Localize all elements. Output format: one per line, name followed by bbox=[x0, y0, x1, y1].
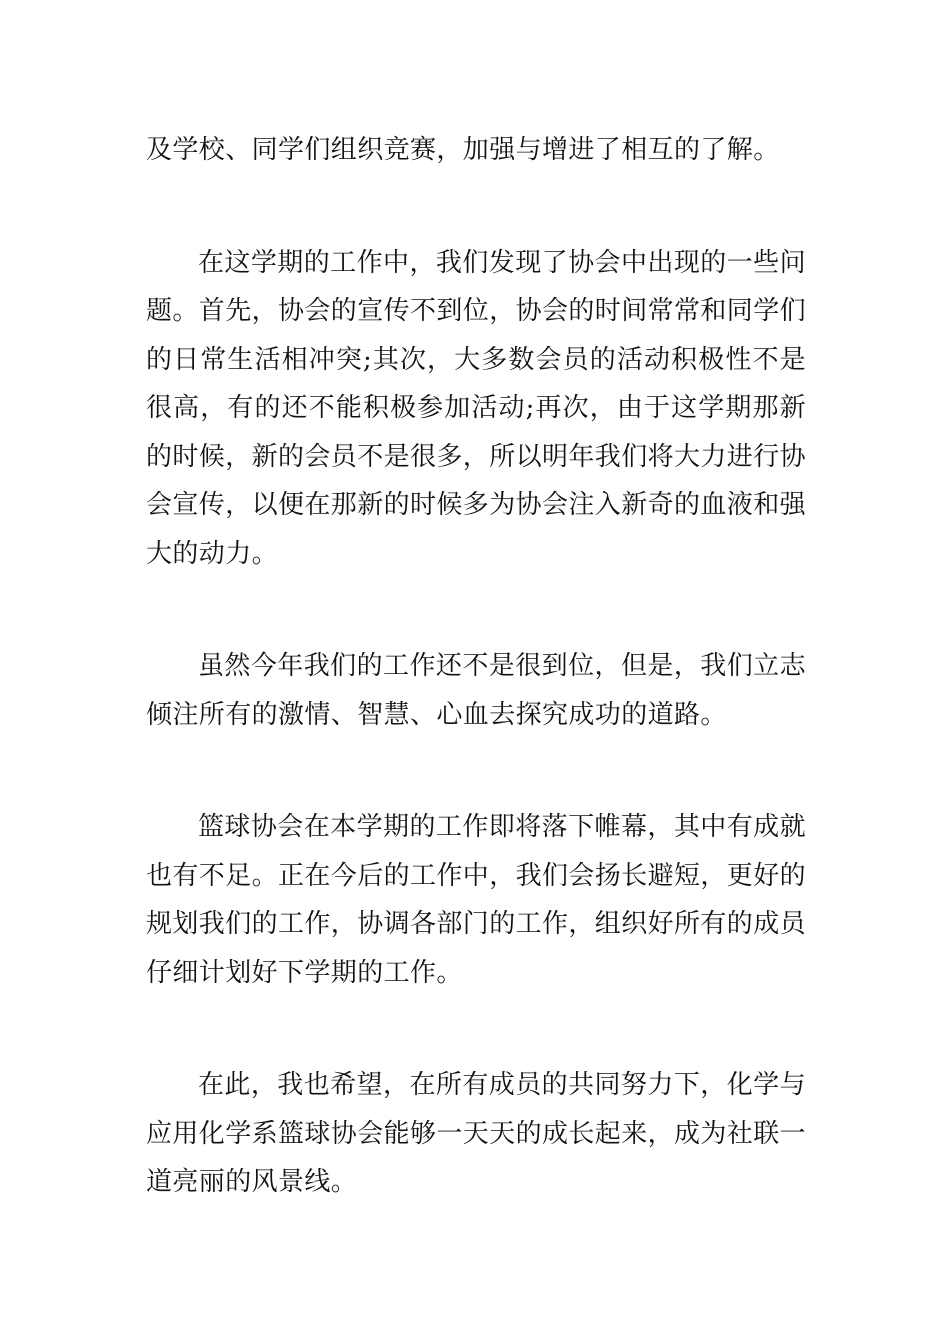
document-body bbox=[146, 126, 806, 1271]
paragraph-summary: 篮球协会在本学期的工作即将落下帷幕，其中有成就也有不足。正在今后的工作中，我们会扬长避短，更好的规划我们的工作，协调各部门的工作，组织好所有的成员仔细计划好下学期的工作。 bbox=[146, 812, 807, 988]
paragraph-aspiration: 虽然今年我们的工作还不是很到位，但是，我们立志倾注所有的激情、智慧、心血去探究成功的道路。 bbox=[146, 651, 806, 730]
paragraph-continuation: 及学校、同学们组织竞赛，加强与增进了相互的了解。 bbox=[146, 135, 780, 165]
paragraph-problems: 在这学期的工作中，我们发现了协会中出现的一些问题。首先，协会的宣传不到位，协会的时间常常和同学们的日常生活相冲突;其次，大多数会员的活动积极性不是很高，有的还不能积极参加活动;再次，由于这学期那新的时候，新的会员不是很多，所以明年我们将大力进行协会宣传，以便在那新的时候多为协会注入新奇的血液和强大的动力。 bbox=[146, 247, 807, 569]
paragraph-closing: 在此，我也希望，在所有成员的共同努力下，化学与应用化学系篮球协会能够一天天的成长起来，成为社联一道亮丽的风景线。 bbox=[146, 1070, 807, 1197]
